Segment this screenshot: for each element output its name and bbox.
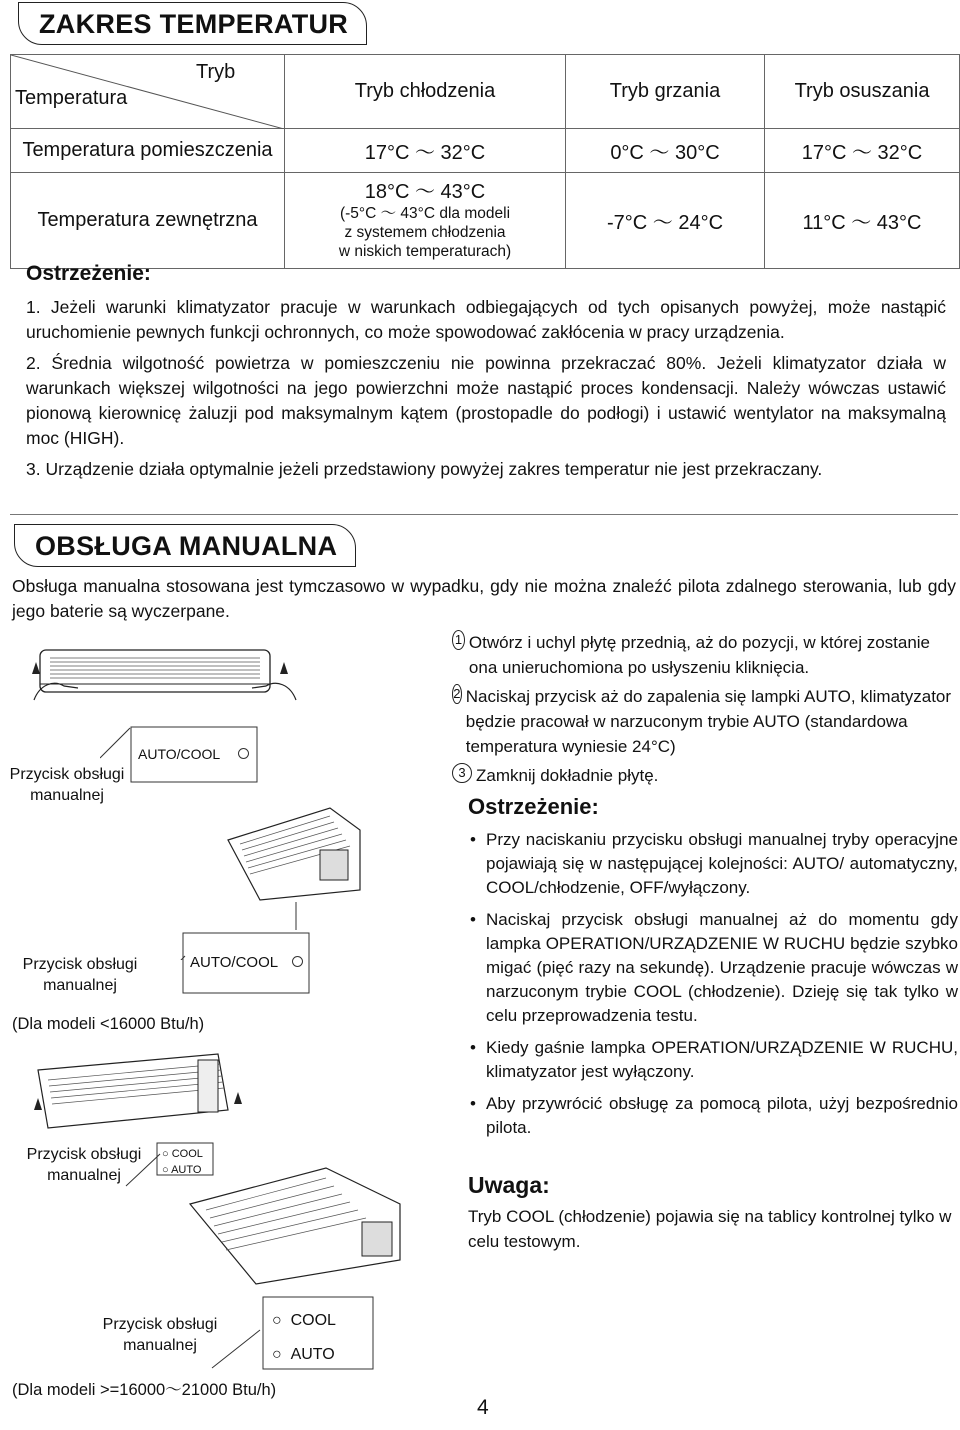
step-number-1: 1: [452, 630, 465, 650]
outdoor-heating-range: -7°C ～ 24°C: [566, 173, 765, 269]
warning-item-1: 1. Jeżeli warunki klimatyzator pracuje w warunkach odbiegających od tych opisanych powyżej, może nastąpić uruchomienie pewnych funkcji ochronnych, co może spowodować zakłócenia w pracy urządzenia.: [26, 297, 946, 342]
warning-heading-1: Ostrzeżenie:: [26, 262, 151, 285]
header-drying: Tryb osuszania: [765, 55, 960, 129]
ac-unit-illustration-2: [28, 1040, 248, 1140]
row-room-label: Temperatura pomieszczenia: [11, 129, 285, 173]
row-outdoor-label: Temperatura zewnętrzna: [11, 173, 285, 269]
warning-bullet-1-text: Przy naciskaniu przycisku obsługi manualnej tryby operacyjne pojawiają się w następującej kolejności: AUTO/ automatyczny, COOL/chłodzenie, OFF/wyłączony.: [486, 830, 958, 897]
warning-heading-2: Ostrzeżenie:: [468, 794, 599, 819]
manual-button-label-2: [6, 954, 154, 996]
right-hand-icon: [240, 674, 300, 704]
warning-bullet-2: • Naciskaj przycisk obsługi manualnej aż do momentu gdy lampka OPERATION/URZĄDZENIE W RUCHU będzie szybko migać (pięć razy na sekundę). Urządzenie pracuje wówczas w narzuconym trybie COOL (chłodzenie). Dzieję się tak tylko w celu przeprowadzenia testu.: [470, 910, 958, 1025]
auto-cool-label-2: AUTO/COOL: [190, 954, 279, 971]
step-1: [452, 630, 958, 680]
step-number-2: 2: [452, 684, 462, 704]
section-title-manual-operation: OBSŁUGA MANUALNA: [14, 524, 356, 567]
step-1-text: Otwórz i uchyl płytę przednią, aż do pozycji, w której zostanie ona unieruchomiona po usłyszeniu kliknięcia.: [468, 633, 931, 677]
outdoor-cooling-note-3: w niskich temperaturach): [338, 243, 512, 260]
outdoor-cooling-note-2: z systemem chłodzenia: [344, 224, 506, 241]
outdoor-drying-range: 11°C ～ 43°C: [765, 173, 960, 269]
step-2: [452, 684, 958, 759]
section-title-temperature-range: ZAKRES TEMPERATUR: [18, 2, 367, 45]
auto-label-large: AUTO: [290, 1346, 335, 1363]
cool-label-small: COOL: [171, 1148, 203, 1160]
manual-button-label-1: [0, 764, 134, 806]
warning-bullet-3: • Kiedy gaśnie lampka OPERATION/URZĄDZENIE W RUCHU, klimatyzator jest wyłączony.: [470, 1038, 958, 1081]
outdoor-cooling-range: 18°C ～ 43°C: [364, 181, 486, 203]
model-note-small: (Dla modeli <16000 Btu/h): [12, 1015, 205, 1033]
header-heating: Tryb grzania: [566, 55, 765, 129]
cool-auto-large-labels: [272, 1304, 336, 1372]
auto-indicator-large: ○ AUTO: [272, 1346, 335, 1363]
temperature-range-table: [10, 54, 960, 269]
manual-intro: Obsługa manualna stosowana jest tymczasowo w wypadku, gdy nie można znaleźć pilota zdalnego sterowania, lub gdy jego baterie są wyczerpane.: [12, 576, 956, 621]
steps-list: [452, 630, 958, 788]
header-cooling: Tryb chłodzenia: [285, 55, 566, 129]
cool-indicator-small: ○ COOL: [162, 1148, 203, 1160]
note-text: Tryb COOL (chłodzenie) pojawia się na tablicy kontrolnej tylko w celu testowym.: [468, 1207, 952, 1251]
cool-indicator-large: ○ COOL: [272, 1312, 336, 1329]
auto-cool-label-1: AUTO/COOL: [138, 746, 221, 762]
manual-button-1: [238, 748, 249, 759]
room-heating-range: 0°C ～ 30°C: [566, 129, 765, 173]
manual-button-label-3-text: Przycisk obsługi manualnej: [26, 1146, 142, 1184]
manual-button-label-4-text: Przycisk obsługi manualnej: [102, 1316, 218, 1354]
warning-bullets: [470, 828, 958, 1148]
model-note-large: (Dla modeli >=16000～21000 Btu/h): [12, 1381, 277, 1399]
outdoor-cooling-cell: [285, 173, 566, 269]
page-number: 4: [477, 1396, 489, 1419]
manual-button-label-2-text: Przycisk obsługi manualnej: [22, 956, 138, 994]
manual-button-label-3: [10, 1144, 158, 1186]
callout-line-2: [0, 900, 340, 960]
warning-bullet-2-text: Naciskaj przycisk obsługi manualnej aż do momentu gdy lampka OPERATION/URZĄDZENIE W RUCHU będzie szybko migać (pięć razy na sekundę). Urządzenie pracuje wówczas w narzuconym trybie COOL (chłodzenie). Dzieję się tak tylko w celu przeprowadzenia testu.: [486, 910, 958, 1025]
corner-header-temperature: Temperatura: [15, 87, 128, 109]
left-hand-icon: [30, 674, 90, 704]
warning-list-1: [26, 295, 946, 482]
room-cooling-range: 17°C ～ 32°C: [285, 129, 566, 173]
step-number-3: 3: [452, 763, 472, 783]
room-drying-range: 17°C ～ 32°C: [765, 129, 960, 173]
warning-bullet-4-text: Aby przywrócić obsługę za pomocą pilota, użyj bezpośrednio pilota.: [486, 1094, 958, 1137]
section-divider: [10, 514, 958, 515]
auto-label-small: AUTO: [171, 1164, 202, 1176]
ac-unit-open-panel-2: [186, 1164, 416, 1294]
table-corner-cell: [11, 55, 285, 129]
callout-line-1: [100, 700, 180, 760]
step-2-text: Naciskaj przycisk aż do zapalenia się lampki AUTO, klimatyzator będzie pracował w narzuconym trybie AUTO (standardowa temperatura wyniesie 24°C): [465, 687, 952, 756]
warning-bullet-3-text: Kiedy gaśnie lampka OPERATION/URZĄDZENIE W RUCHU, klimatyzator jest wyłączony.: [486, 1038, 958, 1081]
warning-item-3: 3. Urządzenie działa optymalnie jeżeli przedstawiony powyżej zakres temperatur nie jest przekraczany.: [26, 459, 823, 479]
ac-unit-open-panel-1: [220, 800, 380, 910]
manual-button-label-1-text: Przycisk obsługi manualnej: [9, 766, 125, 804]
step-3-text: Zamknij dokładnie płytę.: [476, 766, 659, 785]
outdoor-cooling-note-1: (-5°C ～ 43°C dla modeli: [339, 205, 511, 222]
corner-header-mode: Tryb: [196, 61, 236, 83]
warning-bullet-4: • Aby przywrócić obsługę za pomocą pilota, użyj bezpośrednio pilota.: [470, 1094, 958, 1137]
note-heading: Uwaga:: [468, 1172, 550, 1198]
warning-bullet-1: • Przy naciskaniu przycisku obsługi manualnej tryby operacyjne pojawiają się w następującej kolejności: AUTO/ automatyczny, COOL/chłodzenie, OFF/wyłączony.: [470, 830, 958, 897]
auto-indicator-small: ○ AUTO: [162, 1164, 202, 1176]
warning-item-2: 2. Średnia wilgotność powietrza w pomieszczeniu nie powinna przekraczać 80%. Jeżeli klimatyzator działa w warunkach większej wilgotności na jego powierzchni może nastąpić proces kondensacji. Należy wówczas ustawić pionową kierownicę żaluzji pod maksymalnym kątem (prostopadle do podłogi) i ustawić wentylator na maksymalną moc (HIGH).: [26, 353, 946, 448]
cool-label-large: COOL: [290, 1312, 336, 1329]
step-3: [452, 763, 958, 788]
manual-button-label-4: [92, 1314, 228, 1356]
